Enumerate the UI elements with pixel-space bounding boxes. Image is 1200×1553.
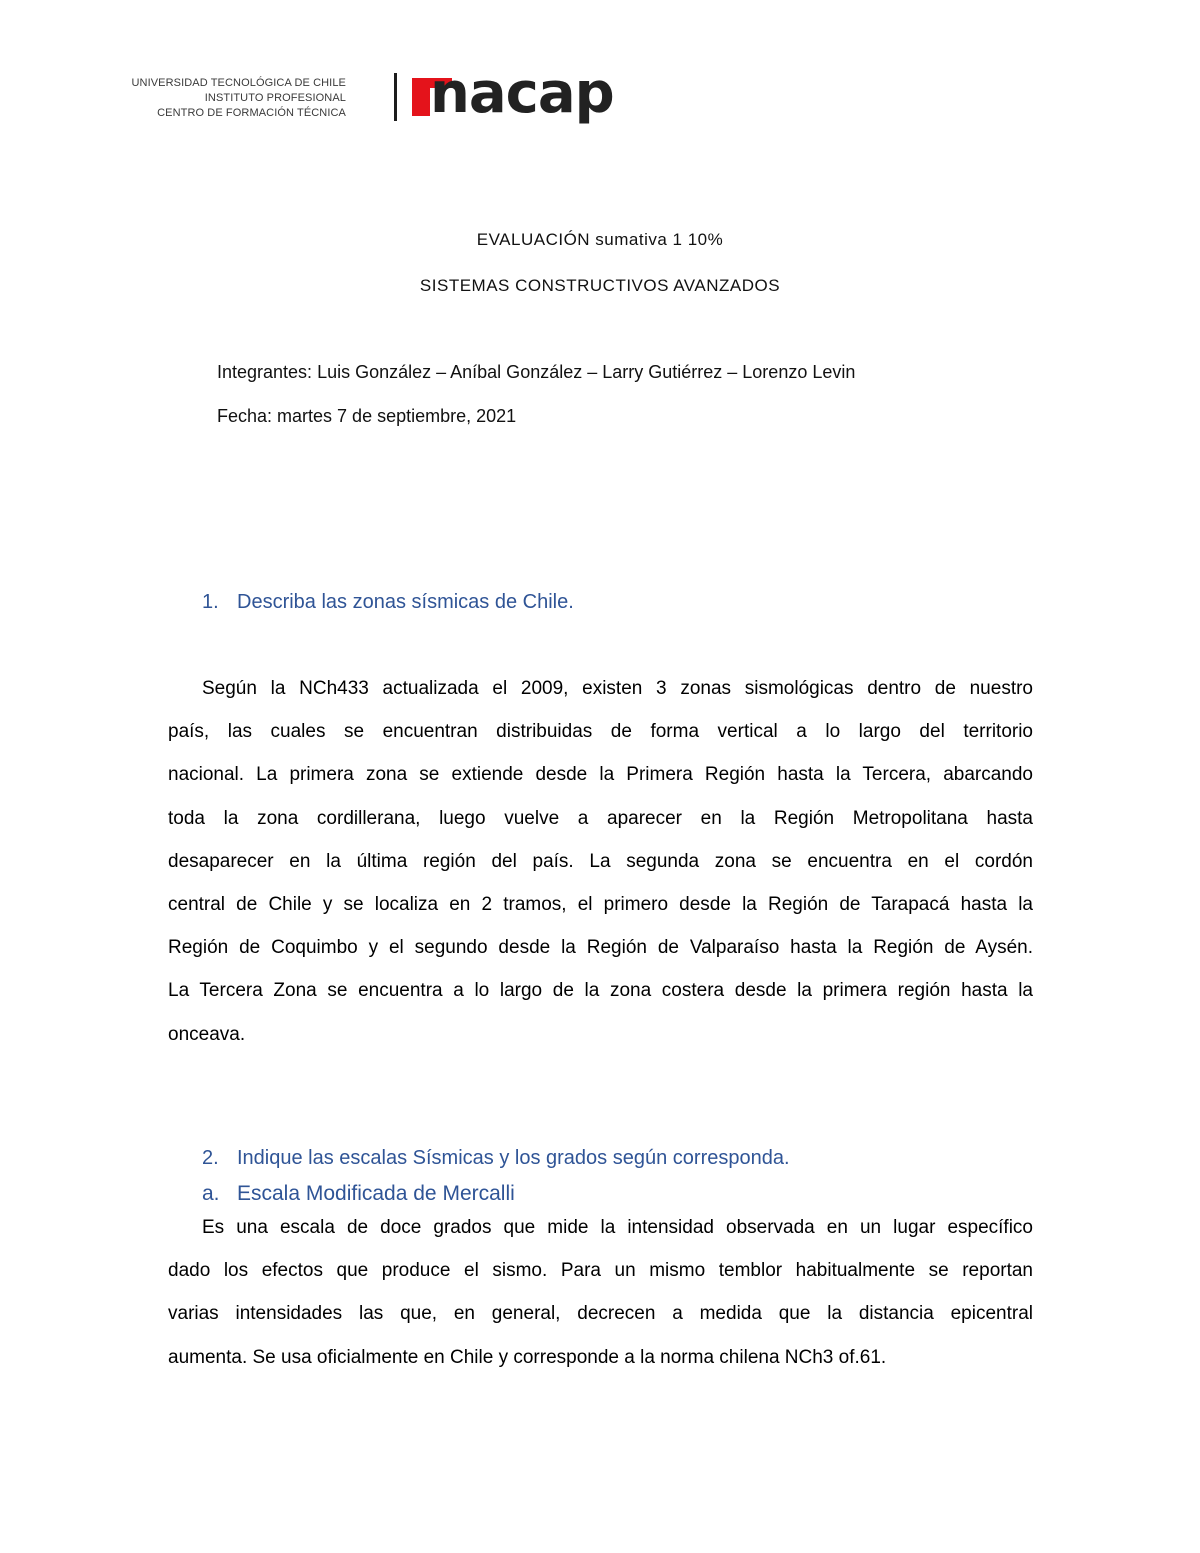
- paragraph-line: nacional. La primera zona se extiende desde la Primera Región hasta la Tercera, abarcando: [168, 764, 1033, 786]
- section-1-paragraph: [168, 667, 1033, 1056]
- logo-red-block: [412, 78, 430, 116]
- section-2-number: 2.: [202, 1147, 219, 1169]
- section-2-heading: [202, 1147, 790, 1170]
- document-header: [131, 61, 648, 134]
- course-title: SISTEMAS CONSTRUCTIVOS AVANZADOS: [419, 276, 781, 295]
- subsection-a-letter: a.: [202, 1182, 220, 1205]
- section-1-title: Describa las zonas sísmicas de Chile.: [237, 591, 574, 613]
- members-line: Integrantes: Luis González – Aníbal González – Larry Gutiérrez – Lorenzo Levin: [217, 362, 856, 382]
- paragraph-line: La Tercera Zona se encuentra a lo largo de la zona costera desde la primera región hasta la: [168, 980, 1033, 1002]
- date-line: Fecha: martes 7 de septiembre, 2021: [217, 406, 517, 426]
- paragraph-line: país, las cuales se encuentran distribuidas de forma vertical a lo largo del territorio: [168, 721, 1033, 743]
- section-1-heading: [202, 591, 574, 614]
- evaluation-title: EVALUACIÓN sumativa 1 10%: [476, 230, 724, 249]
- paragraph-line: desaparecer en la última región del país. La segunda zona se encuentra en el cordón: [168, 850, 1033, 872]
- header-divider: [394, 73, 397, 121]
- institution-text: [132, 76, 347, 121]
- section-2-title: Indique las escalas Sísmicas y los grados según corresponda.: [237, 1147, 790, 1169]
- institution-line-1: UNIVERSIDAD TECNOLÓGICA DE CHILE: [131, 77, 346, 89]
- inacap-logo: [412, 61, 632, 134]
- section-2-paragraph: [168, 1206, 1033, 1379]
- paragraph-line: Es una escala de doce grados que mide la intensidad observada en un lugar específico: [202, 1217, 1033, 1238]
- paragraph-line: toda la zona cordillerana, luego vuelve a aparecer en la Región Metropolitana hasta: [168, 807, 1033, 829]
- paragraph-line: aumenta. Se usa oficialmente en Chile y corresponde a la norma chilena NCh3 of.61.: [168, 1346, 887, 1368]
- paragraph-line: central de Chile y se localiza en 2 tramos, el primero desde la Región de Tarapacá hasta la: [168, 893, 1033, 915]
- section-1-number: 1.: [202, 591, 219, 613]
- paragraph-line: onceava.: [168, 1023, 246, 1045]
- subsection-a-title: Escala Modificada de Mercalli: [237, 1182, 515, 1205]
- paragraph-line: varias intensidades las que, en general, decrecen a medida que la distancia epicentral: [168, 1303, 1033, 1325]
- subsection-a-heading: [202, 1182, 515, 1206]
- paragraph-line: Región de Coquimbo y el segundo desde la Región de Valparaíso hasta la Región de Aysén.: [168, 937, 1033, 959]
- paragraph-line: dado los efectos que produce el sismo. Para un mismo temblor habitualmente se reportan: [168, 1260, 1033, 1282]
- logo-wordmark: nacap: [430, 61, 614, 126]
- institution-line-3: CENTRO DE FORMACIÓN TÉCNICA: [157, 107, 346, 119]
- paragraph-line: Según la NCh433 actualizada el 2009, existen 3 zonas sismológicas dentro de nuestro: [202, 678, 1033, 699]
- institution-line-2: INSTITUTO PROFESIONAL: [204, 92, 346, 104]
